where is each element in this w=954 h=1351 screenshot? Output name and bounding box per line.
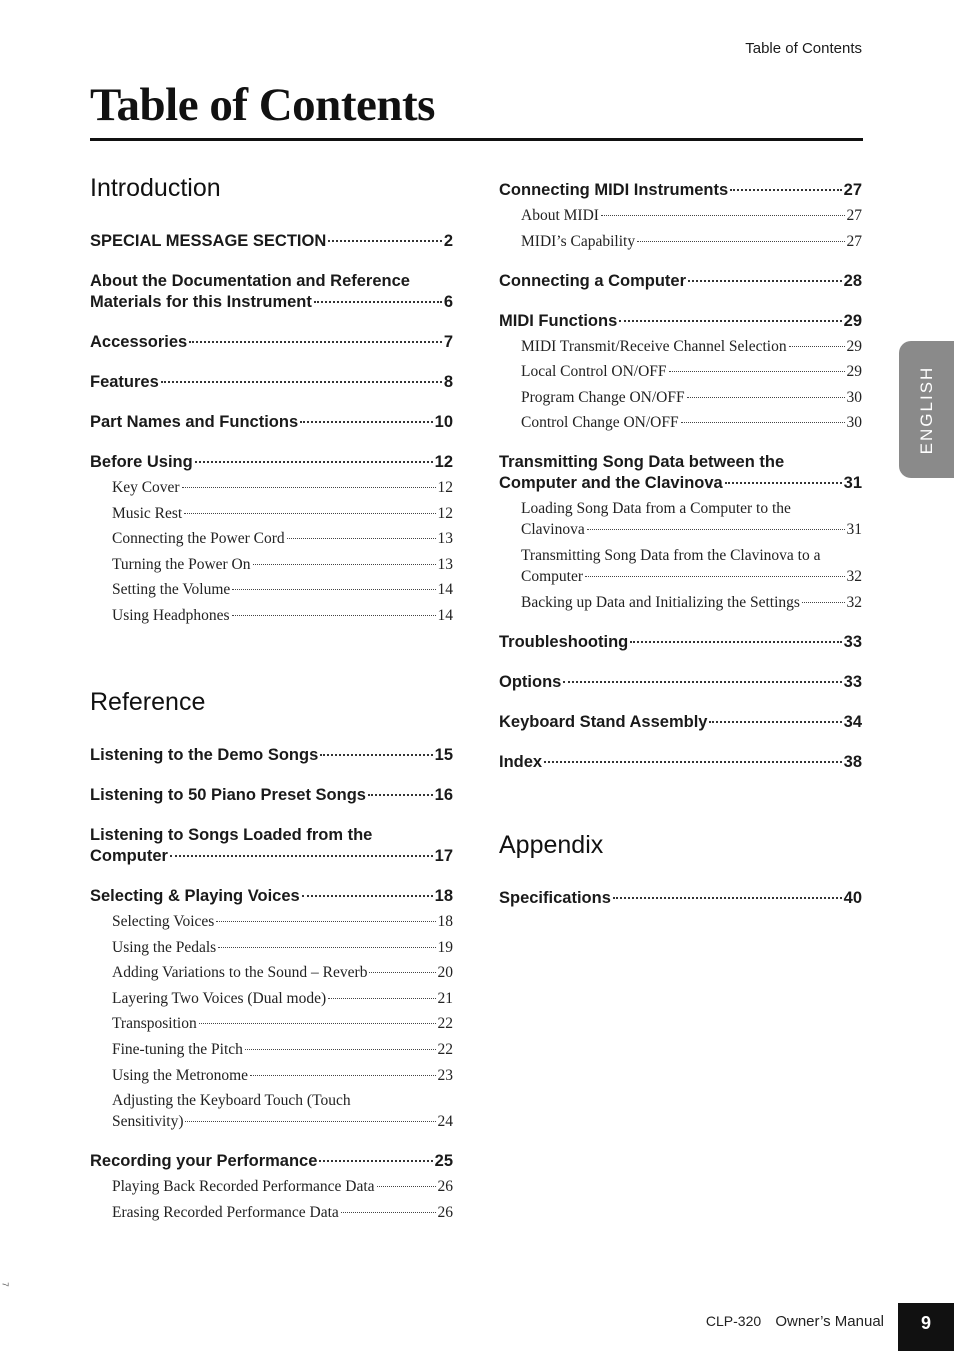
dot-leader: [725, 482, 842, 484]
subentry-title: Using the Pedals: [112, 938, 217, 956]
dot-leader: [195, 461, 433, 463]
dot-leader: [328, 240, 442, 242]
toc-subentry[interactable]: [521, 412, 862, 433]
dot-leader: [218, 947, 435, 948]
subentry-list: [112, 1176, 453, 1223]
toc-subentry[interactable]: [112, 962, 453, 983]
dot-leader: [688, 280, 842, 282]
entry-page: 6: [443, 293, 453, 311]
toc-subentry[interactable]: [521, 592, 862, 613]
subentry-title-line2: Computer: [521, 567, 583, 585]
toc-entry[interactable]: [499, 888, 862, 909]
dot-leader: [613, 897, 842, 899]
entry-title-line2: Computer and the Clavinova: [499, 474, 723, 493]
dot-leader: [245, 1049, 436, 1050]
subentry-page: 21: [437, 989, 453, 1007]
entry-title: Listening to 50 Piano Preset Songs: [90, 785, 366, 804]
toc-subentry[interactable]: [112, 1039, 453, 1060]
toc-entry[interactable]: [90, 271, 453, 313]
subentry-title: About MIDI: [521, 207, 599, 224]
entry-title: SPECIAL MESSAGE SECTION: [90, 232, 327, 250]
toc-subentry[interactable]: [112, 503, 453, 524]
entry-title: Keyboard Stand Assembly: [499, 712, 708, 731]
toc-subentry[interactable]: [112, 911, 453, 932]
subentry-page: 32: [846, 567, 862, 585]
toc-left-column: [90, 174, 453, 1265]
toc-subentry[interactable]: [112, 1065, 453, 1086]
toc-subentry[interactable]: [521, 205, 862, 226]
subentry-page: 19: [437, 938, 453, 956]
dot-leader: [300, 421, 433, 423]
dot-leader: [216, 921, 435, 922]
toc-subentry[interactable]: [521, 361, 862, 382]
entry-page: 33: [843, 632, 862, 651]
dot-leader: [253, 564, 436, 565]
subentry-page: 27: [846, 207, 862, 224]
subentry-page: 32: [846, 593, 862, 611]
subentry-title: Transposition: [112, 1015, 197, 1033]
dot-leader: [585, 576, 845, 577]
dot-leader: [319, 1160, 432, 1162]
toc-entry[interactable]: [90, 1151, 453, 1223]
entry-title: Accessories: [90, 333, 188, 351]
toc-entry[interactable]: [499, 311, 862, 434]
entry-page: 29: [843, 311, 862, 330]
toc-subentry[interactable]: [112, 1090, 453, 1132]
running-header: Table of Contents: [745, 40, 862, 57]
toc-entry[interactable]: [499, 712, 862, 733]
section-heading-appendix: Appendix: [499, 830, 604, 859]
entry-page: 12: [434, 453, 453, 471]
section-heading-introduction: Introduction: [90, 174, 221, 202]
subentry-page: 30: [846, 388, 862, 406]
toc-subentry[interactable]: [112, 1176, 453, 1197]
subentry-list: [112, 911, 453, 1132]
dot-leader: [544, 761, 842, 763]
toc-subentry[interactable]: [112, 528, 453, 549]
entry-page: 31: [843, 474, 862, 493]
toc-entry[interactable]: [499, 180, 862, 252]
subentry-list: [521, 205, 862, 252]
entry-page: 40: [843, 888, 862, 907]
subentry-title-line1: Transmitting Song Data from the Clavinova to a: [521, 546, 821, 564]
toc-subentry[interactable]: [112, 988, 453, 1009]
entry-title: Connecting a Computer: [499, 271, 687, 290]
dot-leader: [563, 681, 841, 683]
entry-title: Options: [499, 672, 562, 691]
entry-page: 17: [434, 846, 453, 865]
language-tab-label: ENGLISH: [916, 365, 936, 454]
dot-leader: [709, 721, 841, 723]
subentry-title-line2: Clavinova: [521, 521, 585, 539]
appendix-section: [499, 831, 862, 909]
subentry-title-line1: Loading Song Data from a Computer to the: [521, 500, 791, 518]
subentry-title: Control Change ON/OFF: [521, 414, 679, 432]
subentry-title: Turning the Power On: [112, 555, 251, 573]
dot-leader: [601, 215, 845, 216]
subentry-list: [521, 498, 862, 612]
dot-leader: [182, 487, 436, 488]
subentry-title-line2: Sensitivity): [112, 1113, 184, 1131]
entry-page: 27: [843, 181, 862, 199]
subentry-page: 26: [437, 1203, 453, 1221]
dot-leader: [232, 589, 435, 590]
dot-leader: [587, 529, 845, 530]
entry-title: Connecting MIDI Instruments: [499, 181, 729, 199]
toc-entry[interactable]: [90, 886, 453, 1132]
subentry-page: 12: [437, 479, 453, 496]
dot-leader: [328, 998, 435, 999]
toc-entry[interactable]: [90, 452, 453, 626]
subentry-page: 31: [846, 521, 862, 539]
entry-title: Index: [499, 752, 543, 771]
introduction-section: [90, 174, 453, 626]
entry-title: Troubleshooting: [499, 632, 629, 651]
toc-subentry[interactable]: [112, 477, 453, 498]
entry-title: MIDI Functions: [499, 311, 618, 330]
toc-entry[interactable]: [90, 231, 453, 252]
toc-entry[interactable]: [499, 672, 862, 693]
dot-leader: [630, 641, 841, 643]
toc-subentry[interactable]: [112, 1013, 453, 1034]
margin-mark: 7: [0, 1282, 10, 1287]
entry-title: Specifications: [499, 888, 611, 907]
toc-entry[interactable]: [499, 271, 862, 292]
toc-subentry[interactable]: [112, 1202, 453, 1223]
dot-leader: [170, 855, 433, 857]
dot-leader: [185, 1121, 435, 1122]
dot-leader: [669, 371, 845, 372]
subentry-page: 23: [437, 1066, 453, 1084]
dot-leader: [184, 513, 435, 514]
subentry-title: Fine-tuning the Pitch: [112, 1040, 243, 1058]
entry-page: 18: [434, 886, 453, 905]
subentry-page: 22: [437, 1015, 453, 1033]
entry-title: Listening to the Demo Songs: [90, 745, 319, 764]
dot-leader: [369, 972, 435, 973]
entry-title-line1: About the Documentation and Reference: [90, 272, 410, 290]
entry-page: 33: [843, 672, 862, 691]
toc-subentry[interactable]: [521, 387, 862, 408]
subentry-page: 22: [437, 1040, 453, 1058]
entry-page: 15: [434, 745, 453, 764]
footer: [706, 1313, 884, 1330]
subentry-page: 30: [846, 414, 862, 432]
dot-leader: [377, 1186, 436, 1187]
subentry-list: [521, 336, 862, 434]
subentry-title: Playing Back Recorded Performance Data: [112, 1178, 375, 1196]
dot-leader: [802, 602, 845, 603]
subentry-title: Selecting Voices: [112, 912, 215, 930]
entry-title-line2: Materials for this Instrument: [90, 293, 312, 311]
toc-subentry[interactable]: [521, 336, 862, 357]
subentry-title-line1: Adjusting the Keyboard Touch (Touch: [112, 1092, 351, 1110]
page-number: 9: [898, 1303, 954, 1351]
toc-subentry[interactable]: [112, 605, 453, 626]
subentry-title: MIDI’s Capability: [521, 232, 636, 250]
subentry-title: Using Headphones: [112, 606, 230, 624]
entry-page: 16: [434, 785, 453, 804]
entry-title-line1: Listening to Songs Loaded from the: [90, 825, 373, 844]
subentry-page: 12: [437, 504, 453, 522]
reference-section: [90, 688, 453, 1223]
subentry-page: 13: [437, 555, 453, 573]
entry-page: 38: [843, 752, 862, 771]
subentry-page: 20: [437, 964, 453, 982]
subentry-page: 29: [846, 363, 862, 381]
entry-page: 8: [443, 373, 453, 391]
toc-entry[interactable]: [90, 745, 453, 766]
language-tab: [899, 341, 954, 478]
dot-leader: [637, 241, 844, 242]
toc-entry[interactable]: [499, 452, 862, 612]
model-number: CLP-320: [705, 1313, 762, 1329]
toc-subentry[interactable]: [521, 498, 862, 540]
subentry-page: 29: [846, 337, 862, 355]
entry-title: Part Names and Functions: [90, 413, 299, 431]
subentry-page: 13: [437, 530, 453, 548]
entry-title-line1: Transmitting Song Data between the: [499, 453, 785, 472]
toc-subentry[interactable]: [112, 579, 453, 600]
toc-subentry[interactable]: [521, 545, 862, 587]
dot-leader: [368, 794, 433, 796]
toc-subentry[interactable]: [112, 937, 453, 958]
entry-page: 28: [843, 271, 862, 290]
entry-page: 34: [843, 712, 862, 731]
entry-title: Features: [90, 373, 159, 391]
toc-entry[interactable]: [90, 412, 453, 433]
toc-right-column: [499, 180, 862, 951]
entry-page: 7: [443, 333, 453, 351]
dot-leader: [189, 341, 442, 343]
toc-entry[interactable]: [90, 372, 453, 393]
subentry-title: Local Control ON/OFF: [521, 363, 667, 381]
entry-title: Before Using: [90, 453, 193, 471]
dot-leader: [161, 381, 442, 383]
subentry-list: [112, 477, 453, 626]
entry-title-line2: Computer: [90, 846, 168, 865]
subentry-page: 14: [437, 606, 453, 624]
dot-leader: [789, 346, 845, 347]
dot-leader: [232, 615, 436, 616]
dot-leader: [314, 301, 442, 303]
subentry-page: 26: [437, 1178, 453, 1196]
toc-subentry[interactable]: [521, 231, 862, 252]
toc-entry[interactable]: [90, 785, 453, 806]
dot-leader: [687, 397, 845, 398]
entry-page: 2: [443, 232, 453, 250]
entry-title: Recording your Performance: [90, 1152, 318, 1171]
dot-leader: [681, 422, 845, 423]
entry-page: 10: [434, 413, 453, 431]
subentry-title: Backing up Data and Initializing the Settings: [521, 593, 800, 611]
dot-leader: [250, 1075, 435, 1076]
subentry-title: Layering Two Voices (Dual mode): [112, 989, 327, 1007]
entry-title: Selecting & Playing Voices: [90, 886, 300, 905]
subentry-title: Using the Metronome: [112, 1066, 249, 1084]
page-title: Table of Contents: [90, 79, 435, 131]
dot-leader: [320, 754, 432, 756]
subentry-page: 14: [437, 581, 453, 599]
toc-entry[interactable]: [90, 332, 453, 353]
subentry-title: Erasing Recorded Performance Data: [112, 1203, 339, 1221]
subentry-page: 27: [846, 232, 862, 250]
subentry-title: Program Change ON/OFF: [521, 388, 685, 406]
dot-leader: [302, 895, 433, 897]
section-heading-reference: Reference: [90, 687, 206, 716]
toc-subentry[interactable]: [112, 554, 453, 575]
subentry-title: Adding Variations to the Sound – Reverb: [112, 964, 368, 982]
subentry-page: 18: [437, 912, 453, 930]
manual-name: Owner’s Manual: [775, 1313, 884, 1330]
subentry-title: MIDI Transmit/Receive Channel Selection: [521, 337, 787, 355]
dot-leader: [199, 1023, 436, 1024]
toc-entry[interactable]: [499, 752, 862, 773]
dot-leader: [619, 320, 841, 322]
subentry-page: 24: [437, 1113, 453, 1131]
subentry-title: Setting the Volume: [112, 581, 231, 599]
dot-leader: [341, 1212, 436, 1213]
entry-page: 25: [434, 1152, 453, 1171]
dot-leader: [287, 538, 436, 539]
subentry-title: Connecting the Power Cord: [112, 530, 285, 548]
toc-entry[interactable]: [90, 825, 453, 867]
title-rule: [90, 138, 863, 141]
dot-leader: [730, 189, 841, 191]
toc-entry[interactable]: [499, 632, 862, 653]
subentry-title: Music Rest: [112, 504, 183, 522]
subentry-title: Key Cover: [112, 479, 180, 496]
